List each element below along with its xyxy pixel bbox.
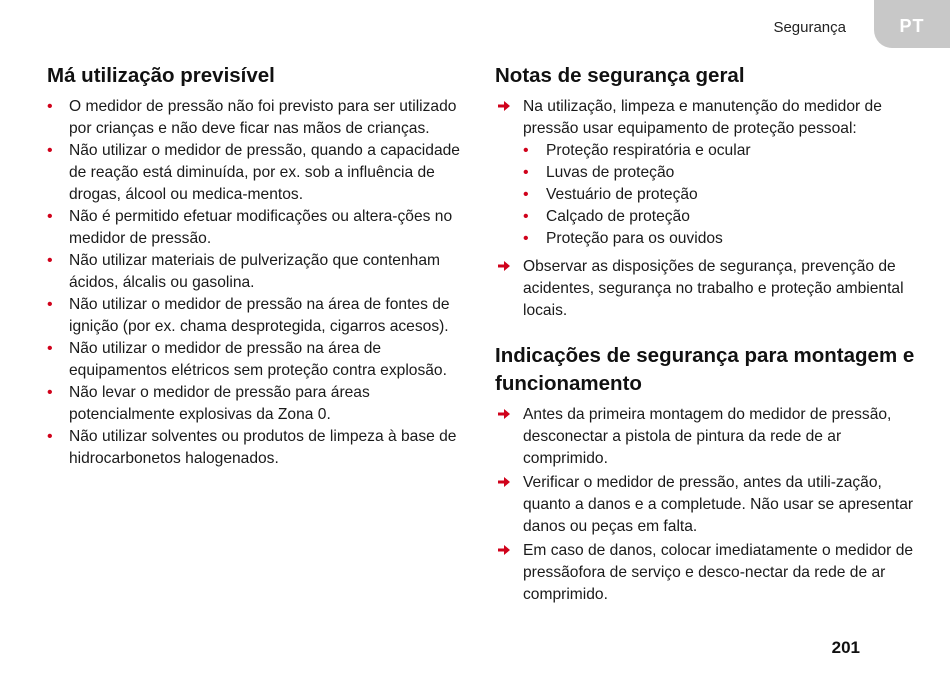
general-safety-heading: Notas de segurança geral — [495, 64, 745, 87]
list-item: Verificar o medidor de pressão, antes da utili-zação, quanto a danos e a completude. Não usar se apresentar danos ou peças em falta. — [495, 472, 920, 538]
misuse-list — [47, 96, 467, 470]
section-title: Segurança — [773, 19, 846, 36]
list-item: • Vestuário de proteção — [523, 184, 920, 206]
list-item: • Proteção para os ouvidos — [523, 228, 920, 250]
bullet-dot-icon: • — [47, 296, 53, 313]
arrow-right-icon — [497, 259, 511, 273]
bullet-dot-icon: • — [47, 208, 53, 225]
list-item: Na utilização, limpeza e manutenção do medidor de pressão usar equipamento de proteção pessoal: • Proteção respiratória e ocular • Luvas de proteção • Vestuário de proteção • Calçado de proteção • Proteção para os ouvidos — [495, 96, 920, 250]
list-item: • Calçado de proteção — [523, 206, 920, 228]
assembly-safety-heading: Indicações de segurança para montagem e funcionamento — [495, 344, 915, 395]
bullet-dot-icon: • — [47, 252, 53, 269]
bullet-dot-icon: • — [523, 164, 529, 181]
list-item: • Luvas de proteção — [523, 162, 920, 184]
bullet-dot-icon: • — [47, 142, 53, 159]
bullet-dot-icon: • — [47, 384, 53, 401]
list-item: Antes da primeira montagem do medidor de pressão, desconectar a pistola de pintura da rede de ar comprimido. — [495, 404, 920, 470]
ppe-sublist — [523, 140, 920, 250]
list-item: • O medidor de pressão não foi previsto para ser utilizado por crianças e não deve ficar nas mãos de crianças. — [47, 98, 457, 137]
arrow-right-icon — [497, 543, 511, 557]
list-item: • Proteção respiratória e ocular — [523, 140, 920, 162]
general-safety-list — [495, 96, 920, 322]
language-tab: PT — [874, 0, 950, 48]
bullet-dot-icon: • — [523, 142, 529, 159]
list-item: Em caso de danos, colocar imediatamente o medidor de pressãofora de serviço e desco-nectar da rede de ar comprimido. — [495, 540, 920, 606]
list-item: • Não utilizar solventes ou produtos de limpeza à base de hidrocarbonetos halogenados. — [47, 428, 457, 467]
list-item: • Não utilizar o medidor de pressão na área de fontes de ignição (por ex. chama desprotegida, cigarros acesos). — [47, 296, 450, 335]
page-number: 201 — [831, 638, 860, 657]
bullet-dot-icon: • — [523, 230, 529, 247]
left-column — [47, 62, 467, 470]
arrow-right-icon — [497, 407, 511, 421]
list-item: • Não é permitido efetuar modificações ou altera-ções no medidor de pressão. — [47, 208, 453, 247]
bullet-dot-icon: • — [47, 428, 53, 445]
list-item: • Não levar o medidor de pressão para áreas potencialmente explosivas da Zona 0. — [47, 384, 370, 423]
assembly-section — [495, 342, 920, 606]
list-item: • Não utilizar materiais de pulverização que contenham ácidos, álcalis ou gasolina. — [47, 252, 440, 291]
arrow-right-icon — [497, 475, 511, 489]
misuse-heading: Má utilização previsível — [47, 64, 275, 87]
list-item: • Não utilizar o medidor de pressão, quando a capacidade de reação está diminuída, por ex. sob a influência de drogas, álcool ou medica-mentos. — [47, 142, 460, 203]
bullet-dot-icon: • — [47, 98, 53, 115]
list-item: Observar as disposições de segurança, prevenção de acidentes, segurança no trabalho e proteção ambiental locais. — [495, 256, 920, 322]
bullet-dot-icon: • — [523, 186, 529, 203]
bullet-dot-icon: • — [523, 208, 529, 225]
arrow-right-icon — [497, 99, 511, 113]
right-column — [495, 62, 920, 608]
assembly-safety-list — [495, 404, 920, 606]
list-item: • Não utilizar o medidor de pressão na área de equipamentos elétricos sem proteção contra explosão. — [47, 340, 447, 379]
bullet-dot-icon: • — [47, 340, 53, 357]
